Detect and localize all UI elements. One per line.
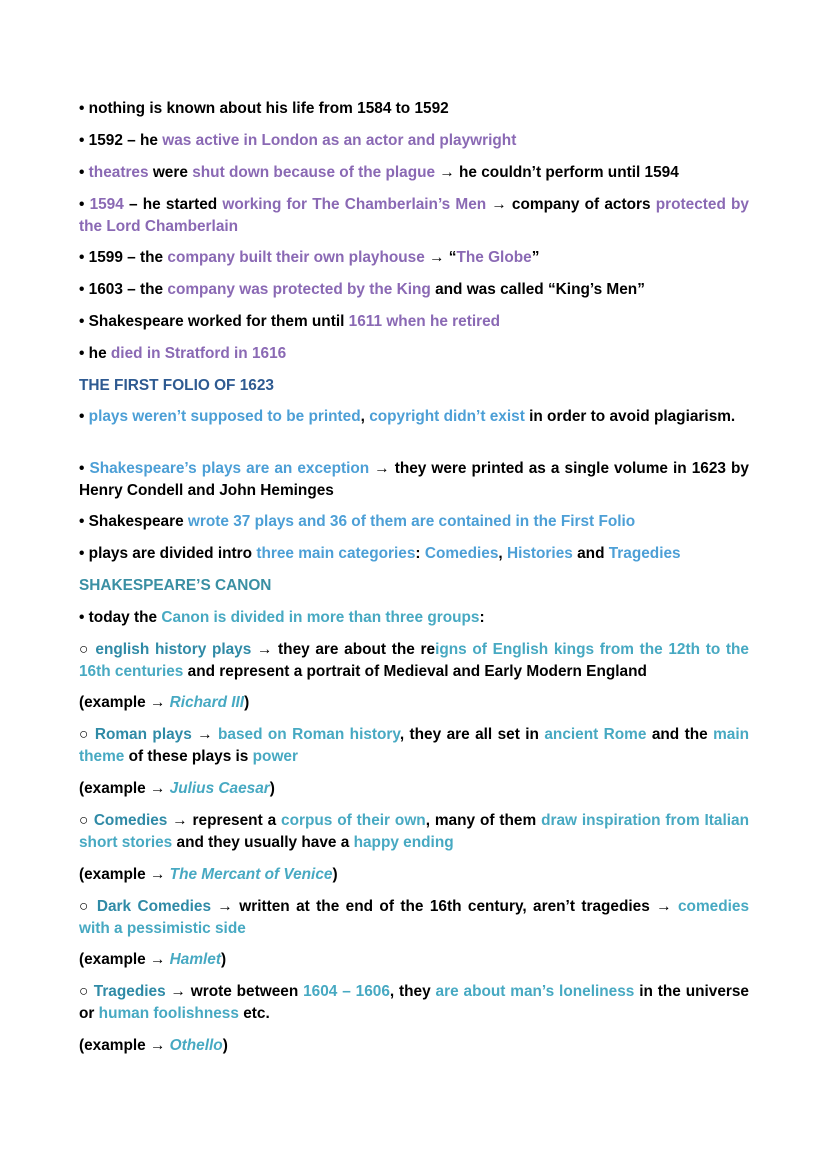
life-item-7: • Shakespeare worked for them until 1611 when he retired bbox=[79, 313, 501, 330]
canon-heading: SHAKESPEARE’S CANON bbox=[79, 577, 272, 594]
canon-history-plays: ○ english history plays → they are about the reigns of English kings from the 12th to the 16th centuries and represent a portrait of Medieval and Early Modern England bbox=[79, 641, 749, 680]
folio-item-3: • Shakespeare wrote 37 plays and 36 of them are contained in the First Folio bbox=[79, 513, 636, 530]
life-item-4: • 1594 – he started working for The Chamberlain’s Men → company of actors protected by the Lord Chamberlain bbox=[79, 196, 749, 235]
canon-history-example: (example → Richard III) bbox=[79, 694, 250, 711]
folio-heading: THE FIRST FOLIO OF 1623 bbox=[79, 377, 274, 394]
life-item-3: • theatres were shut down because of the plague → he couldn’t perform until 1594 bbox=[79, 164, 679, 181]
canon-roman-example: (example → Julius Caesar) bbox=[79, 780, 275, 797]
life-item-1: • nothing is known about his life from 1584 to 1592 bbox=[79, 100, 449, 117]
canon-tragedies: ○ Tragedies → wrote between 1604 – 1606, they are about man’s loneliness in the universe or human foolishness etc. bbox=[79, 983, 749, 1022]
life-item-2: • 1592 – he was active in London as an actor and playwright bbox=[79, 132, 517, 149]
canon-tragedies-example: (example → Othello) bbox=[79, 1037, 228, 1054]
canon-intro: • today the Canon is divided in more than three groups: bbox=[79, 609, 485, 626]
life-item-6: • 1603 – the company was protected by the King and was called “King’s Men” bbox=[79, 281, 645, 298]
canon-roman-plays: ○ Roman plays → based on Roman history, they are all set in ancient Rome and the main theme of these plays is power bbox=[79, 726, 750, 765]
folio-item-1: • plays weren’t supposed to be printed, copyright didn’t exist in order to avoid plagiarism. bbox=[79, 408, 736, 425]
folio-item-2: • Shakespeare’s plays are an exception → they were printed as a single volume in 1623 by Henry Condell and John Heminges bbox=[79, 460, 749, 499]
canon-dark-comedies: ○ Dark Comedies → written at the end of the 16th century, aren’t tragedies → comedies with a pessimistic side bbox=[79, 898, 750, 937]
life-item-8: • he died in Stratford in 1616 bbox=[79, 345, 287, 362]
folio-item-4: • plays are divided intro three main categories: Comedies, Histories and Tragedies bbox=[79, 545, 681, 562]
life-item-5: • 1599 – the company built their own playhouse → “The Globe” bbox=[79, 249, 540, 266]
canon-dark-example: (example → Hamlet) bbox=[79, 951, 227, 968]
canon-comedies-example: (example → The Mercant of Venice) bbox=[79, 866, 338, 883]
canon-comedies: ○ Comedies → represent a corpus of their own, many of them draw inspiration from Italian short stories and they usually have a happy ending bbox=[79, 812, 750, 851]
